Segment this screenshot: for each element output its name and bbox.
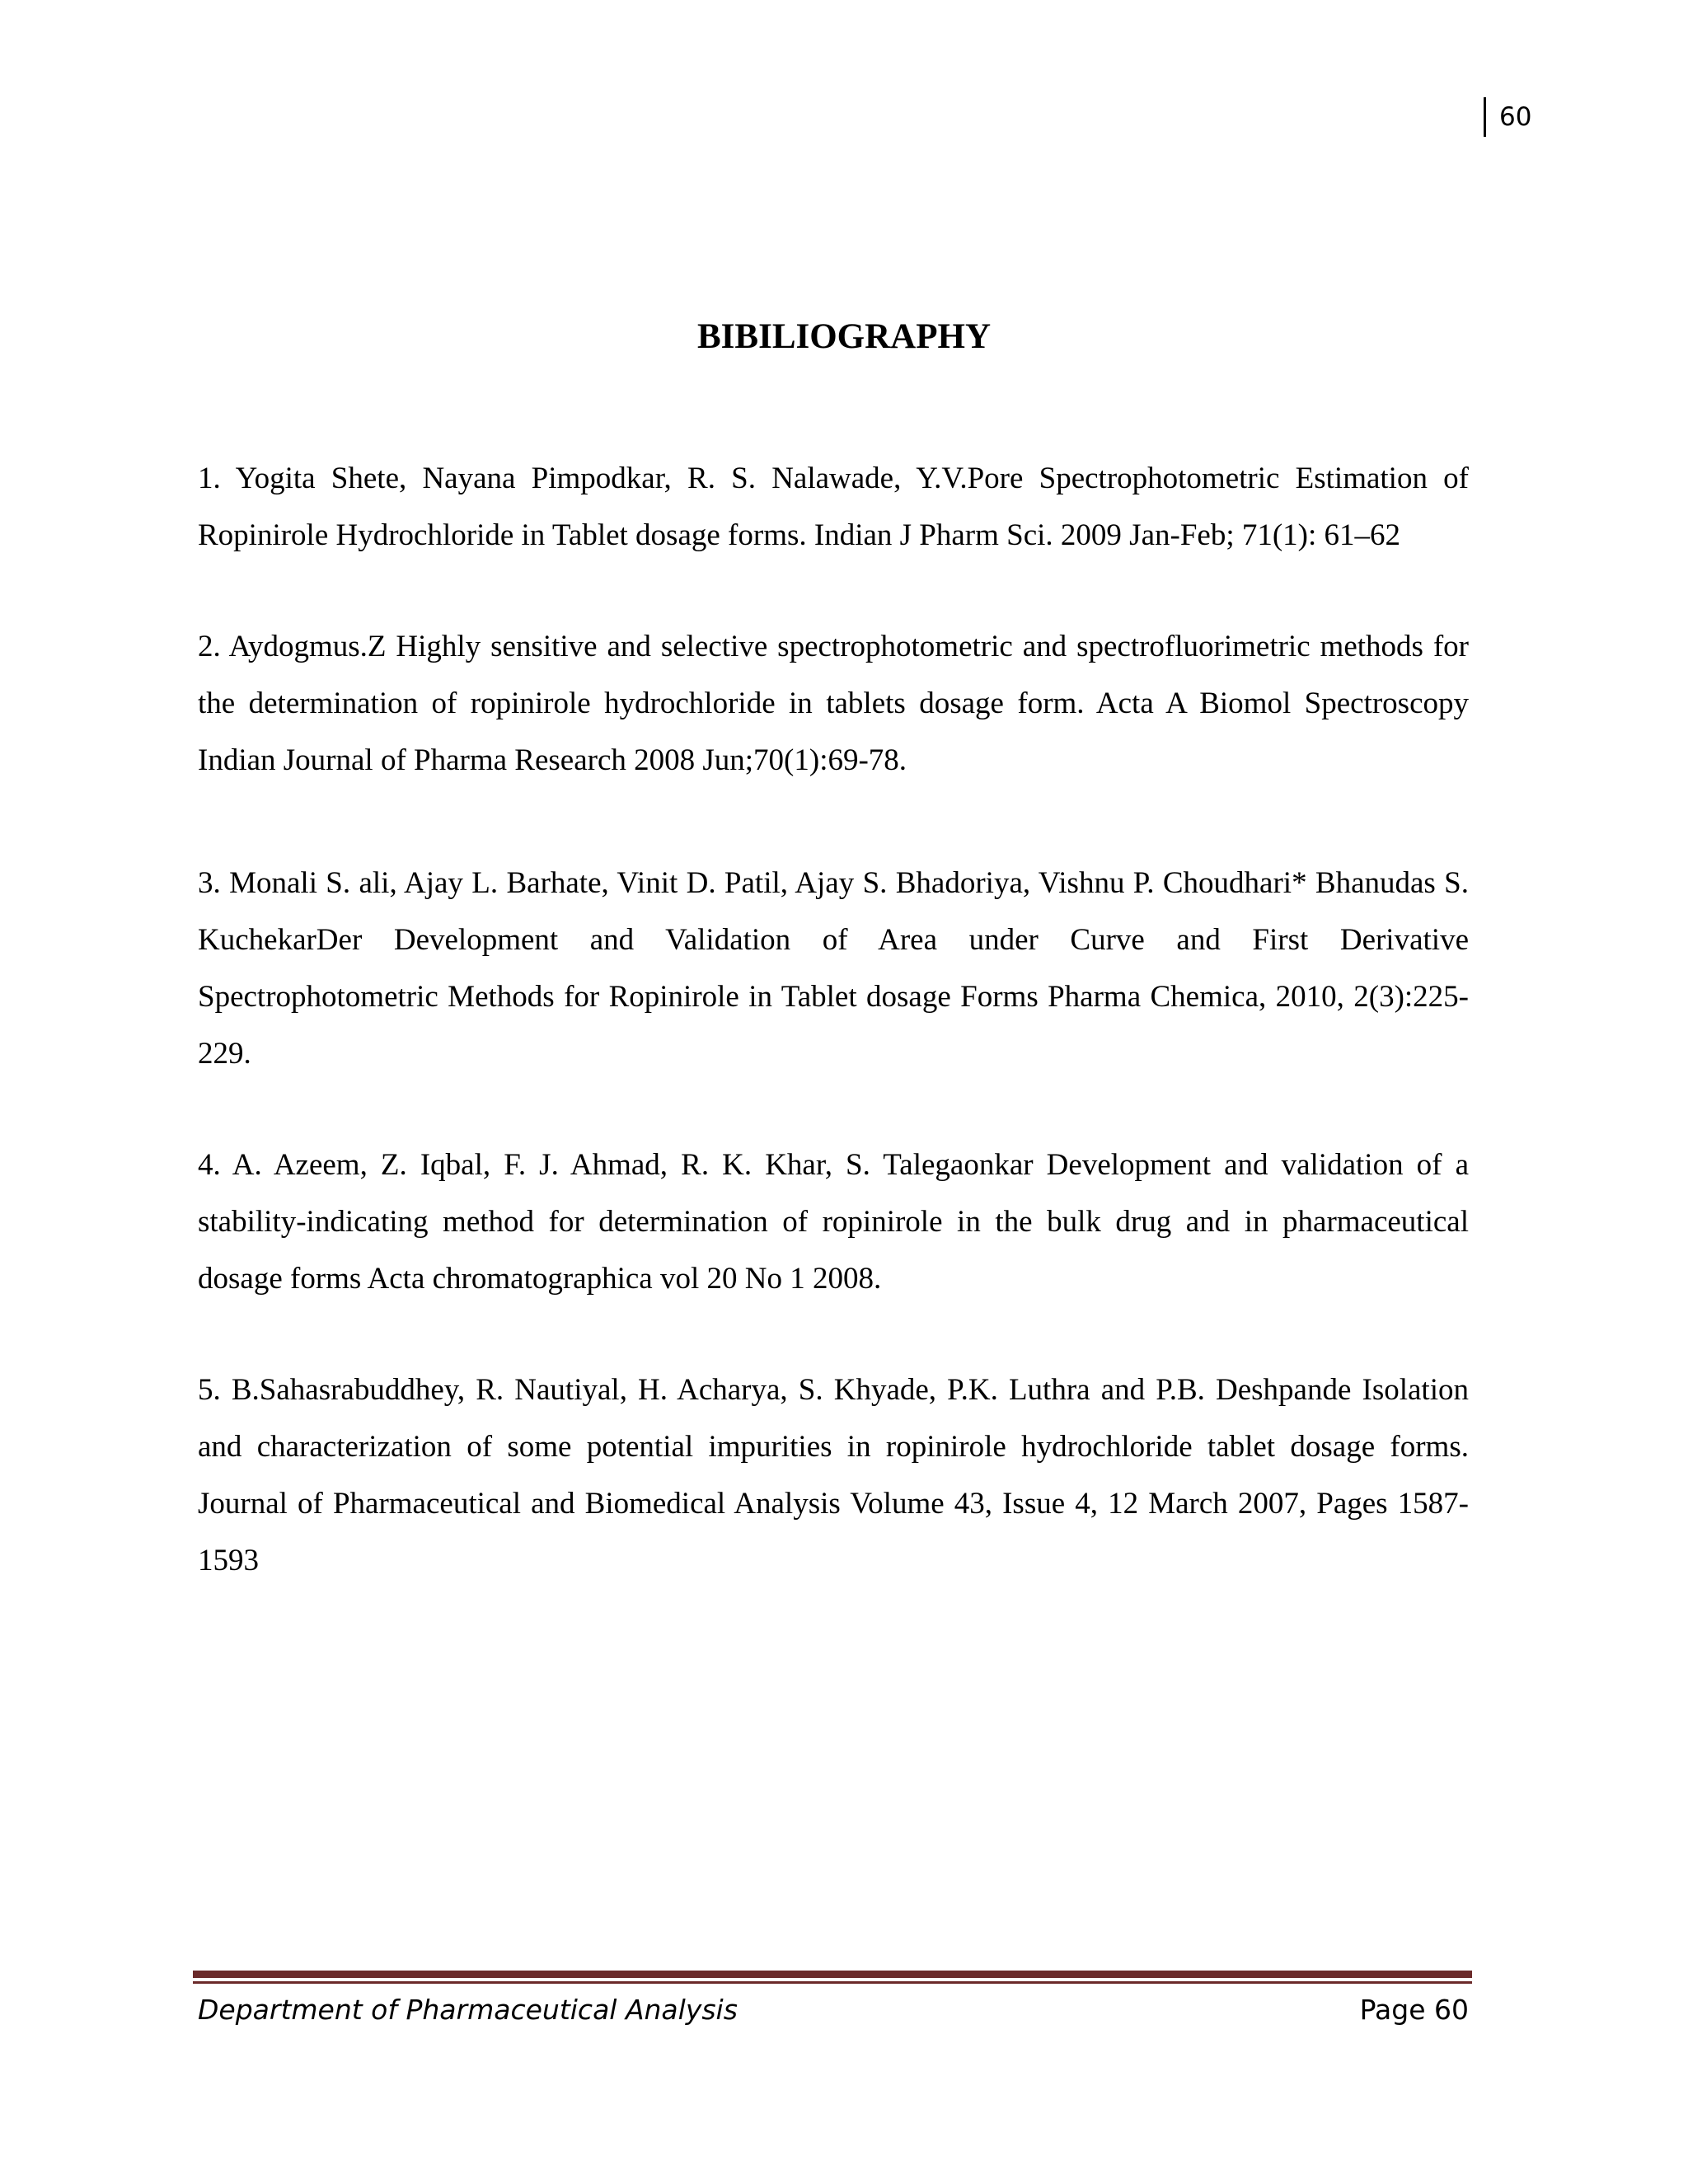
header-page-number: 60 xyxy=(1484,97,1531,137)
footer-divider-thick xyxy=(193,1971,1472,1978)
reference-item-4: 4. A. Azeem, Z. Iqbal, F. J. Ahmad, R. K. Khar, S. Talegaonkar Development and validation of a stability-indicating method for determination of ropinirole in the bulk drug and in pharmaceutical dosage forms Acta chromatographica vol 20 No 1 2008. xyxy=(198,1148,1469,1296)
footer-divider-thin xyxy=(193,1981,1472,1984)
reference-list xyxy=(198,450,1469,1643)
reference-item-5: 5. B.Sahasrabuddhey, R. Nautiyal, H. Acharya, S. Khyade, P.K. Luthra and P.B. Deshpande Isolation and characterization of some potential impurities in ropinirole hydrochloride tablet dosage forms. Journal of Pharmaceutical and Biomedical Analysis Volume 43, Issue 4, 12 March 2007, Pages 1587-1593 xyxy=(198,1373,1469,1577)
reference-item-2: 2. Aydogmus.Z Highly sensitive and selective spectrophotometric and spectrofluorimetric methods for the determination of ropinirole hydrochloride in tablets dosage form. Acta A Biomol Spectroscopy Indian Journal of Pharma Research 2008 Jun;70(1):69-78. xyxy=(198,630,1469,777)
page-title: BIBILIOGRAPHY xyxy=(696,317,991,356)
footer-page-label: Page 60 xyxy=(1359,1994,1469,2026)
footer-department: Department of Pharmaceutical Analysis xyxy=(198,1994,738,2026)
footer-divider xyxy=(193,1971,1472,1985)
reference-item-1: 1. Yogita Shete, Nayana Pimpodkar, R. S. Nalawade, Y.V.Pore Spectrophotometric Estimation of Ropinirole Hydrochloride in Tablet dosage forms. Indian J Pharm Sci. 2009 Jan-Feb; 71(1): 61–62 xyxy=(198,462,1469,552)
reference-item-3: 3. Monali S. ali, Ajay L. Barhate, Vinit D. Patil, Ajay S. Bhadoriya, Vishnu P. Choudhari* Bhanudas S. KuchekarDer Development and Validation of Area under Curve and First Derivative Spectrophotometric Methods for Ropinirole in Tablet dosage Forms Pharma Chemica, 2010, 2(3):225-229. xyxy=(198,866,1469,1071)
